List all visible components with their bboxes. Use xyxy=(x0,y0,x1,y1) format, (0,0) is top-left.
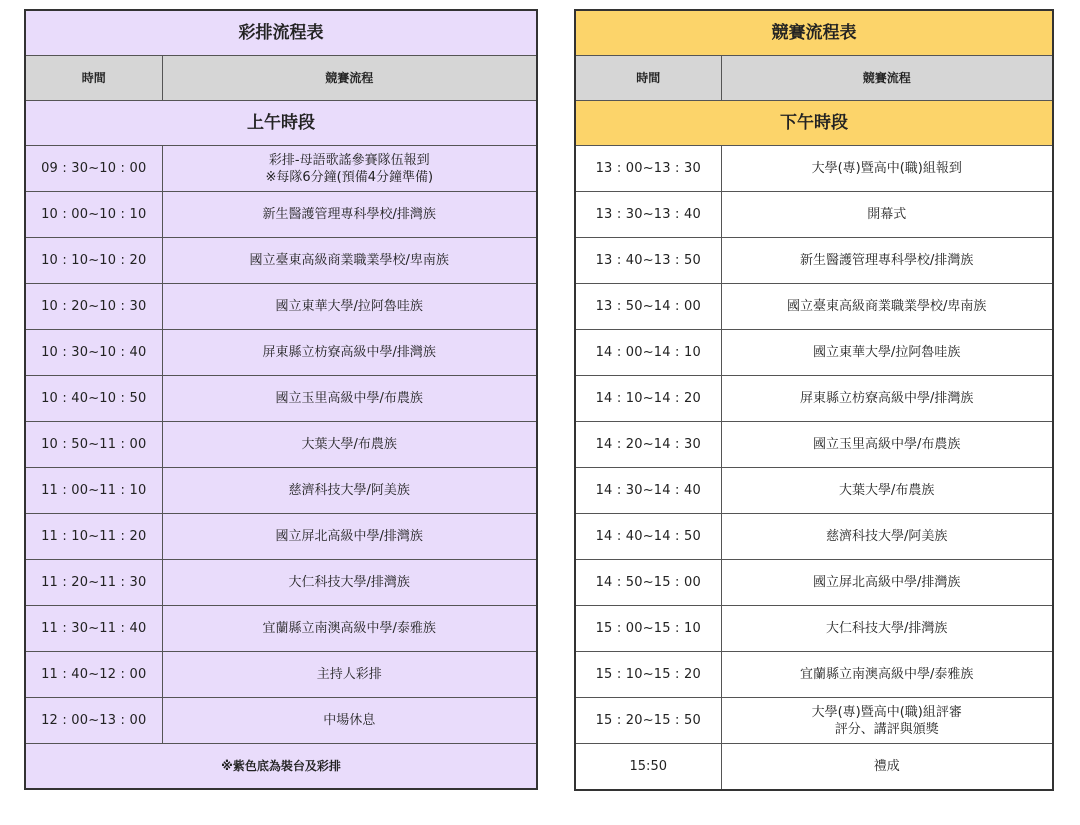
table-row xyxy=(25,698,537,744)
slot-item: 新生醫護管理專科學校/排灣族 xyxy=(162,192,537,238)
competition-title: 競賽流程表 xyxy=(575,10,1053,56)
table-row xyxy=(575,422,1053,468)
slot-time: 15 : 20~15 : 50 xyxy=(575,698,721,744)
table-row xyxy=(25,422,537,468)
table-row xyxy=(25,330,537,376)
table-row xyxy=(25,284,537,330)
slot-item: 主持人彩排 xyxy=(162,652,537,698)
slot-item xyxy=(162,146,537,192)
slot-time: 11 : 10~11 : 20 xyxy=(25,514,162,560)
slot-item-line2: 評分、講評與頒獎 xyxy=(834,721,939,737)
slot-time: 11 : 40~12 : 00 xyxy=(25,652,162,698)
period-afternoon: 下午時段 xyxy=(575,101,1053,146)
slot-item: 大仁科技大學/排灣族 xyxy=(721,606,1053,652)
slot-time: 09 : 30~10 : 00 xyxy=(25,146,162,192)
slot-item: 宜蘭縣立南澳高級中學/泰雅族 xyxy=(162,606,537,652)
table-row xyxy=(575,744,1053,791)
slot-time: 13 : 30~13 : 40 xyxy=(575,192,721,238)
slot-item-line2: ※每隊6分鐘(預備4分鐘準備) xyxy=(265,169,434,185)
table-row xyxy=(575,652,1053,698)
rehearsal-schedule-table xyxy=(24,9,538,790)
table-row xyxy=(575,468,1053,514)
table-row xyxy=(575,606,1053,652)
slot-time: 14 : 30~14 : 40 xyxy=(575,468,721,514)
slot-time: 15 : 00~15 : 10 xyxy=(575,606,721,652)
slot-item: 宜蘭縣立南澳高級中學/泰雅族 xyxy=(721,652,1053,698)
slot-time: 14 : 10~14 : 20 xyxy=(575,376,721,422)
slot-time: 15:50 xyxy=(575,744,721,791)
column-header-time: 時間 xyxy=(575,56,721,101)
table-row xyxy=(25,560,537,606)
rehearsal-footnote: ※紫色底為裝台及彩排 xyxy=(25,744,537,790)
table-row xyxy=(575,376,1053,422)
slot-item: 屏東縣立枋寮高級中學/排灣族 xyxy=(721,376,1053,422)
slot-item: 慈濟科技大學/阿美族 xyxy=(721,514,1053,560)
table-row xyxy=(25,238,537,284)
slot-item: 大葉大學/布農族 xyxy=(162,422,537,468)
slot-item: 國立臺東高級商業職業學校/卑南族 xyxy=(162,238,537,284)
slot-item: 國立玉里高級中學/布農族 xyxy=(721,422,1053,468)
table-row xyxy=(575,238,1053,284)
slot-time: 14 : 20~14 : 30 xyxy=(575,422,721,468)
table-row xyxy=(25,376,537,422)
slot-item: 開幕式 xyxy=(721,192,1053,238)
rehearsal-title: 彩排流程表 xyxy=(25,10,537,56)
slot-time: 11 : 20~11 : 30 xyxy=(25,560,162,606)
table-row xyxy=(25,606,537,652)
slot-time: 10 : 00~10 : 10 xyxy=(25,192,162,238)
slot-item-line1: 大學(專)暨高中(職)組評審 xyxy=(811,704,962,720)
slot-time: 11 : 30~11 : 40 xyxy=(25,606,162,652)
slot-item: 大學(專)暨高中(職)組報到 xyxy=(721,146,1053,192)
slot-time: 15 : 10~15 : 20 xyxy=(575,652,721,698)
slot-time: 11 : 00~11 : 10 xyxy=(25,468,162,514)
slot-time: 10 : 50~11 : 00 xyxy=(25,422,162,468)
slot-time: 10 : 10~10 : 20 xyxy=(25,238,162,284)
slot-item: 國立屏北高級中學/排灣族 xyxy=(162,514,537,560)
slot-item: 國立東華大學/拉阿魯哇族 xyxy=(162,284,537,330)
table-row xyxy=(575,330,1053,376)
slot-time: 10 : 20~10 : 30 xyxy=(25,284,162,330)
slot-item: 新生醫護管理專科學校/排灣族 xyxy=(721,238,1053,284)
slot-time: 13 : 50~14 : 00 xyxy=(575,284,721,330)
table-row xyxy=(25,146,537,192)
period-morning: 上午時段 xyxy=(25,101,537,146)
slot-item: 慈濟科技大學/阿美族 xyxy=(162,468,537,514)
slot-time: 12 : 00~13 : 00 xyxy=(25,698,162,744)
table-row xyxy=(575,146,1053,192)
column-header-flow: 競賽流程 xyxy=(162,56,537,101)
table-row xyxy=(575,192,1053,238)
slot-item: 國立屏北高級中學/排灣族 xyxy=(721,560,1053,606)
column-header-flow: 競賽流程 xyxy=(721,56,1053,101)
competition-schedule-table xyxy=(574,9,1054,791)
slot-item: 大葉大學/布農族 xyxy=(721,468,1053,514)
slot-item: 禮成 xyxy=(721,744,1053,791)
slot-time: 14 : 50~15 : 00 xyxy=(575,560,721,606)
slot-time: 14 : 40~14 : 50 xyxy=(575,514,721,560)
slot-item: 屏東縣立枋寮高級中學/排灣族 xyxy=(162,330,537,376)
slot-item-line1: 彩排-母語歌謠參賽隊伍報到 xyxy=(268,152,430,168)
slot-time: 14 : 00~14 : 10 xyxy=(575,330,721,376)
slot-item: 大仁科技大學/排灣族 xyxy=(162,560,537,606)
slot-item: 國立東華大學/拉阿魯哇族 xyxy=(721,330,1053,376)
table-row xyxy=(575,560,1053,606)
table-row xyxy=(575,514,1053,560)
slot-item: 中場休息 xyxy=(162,698,537,744)
table-row xyxy=(575,698,1053,744)
slot-item: 國立臺東高級商業職業學校/卑南族 xyxy=(721,284,1053,330)
table-row xyxy=(25,652,537,698)
table-row xyxy=(25,468,537,514)
slot-time: 10 : 30~10 : 40 xyxy=(25,330,162,376)
column-header-time: 時間 xyxy=(25,56,162,101)
slot-time: 13 : 40~13 : 50 xyxy=(575,238,721,284)
table-row xyxy=(575,284,1053,330)
slot-item xyxy=(721,698,1053,744)
slot-item: 國立玉里高級中學/布農族 xyxy=(162,376,537,422)
slot-time: 10 : 40~10 : 50 xyxy=(25,376,162,422)
table-row xyxy=(25,514,537,560)
table-row xyxy=(25,192,537,238)
slot-time: 13 : 00~13 : 30 xyxy=(575,146,721,192)
